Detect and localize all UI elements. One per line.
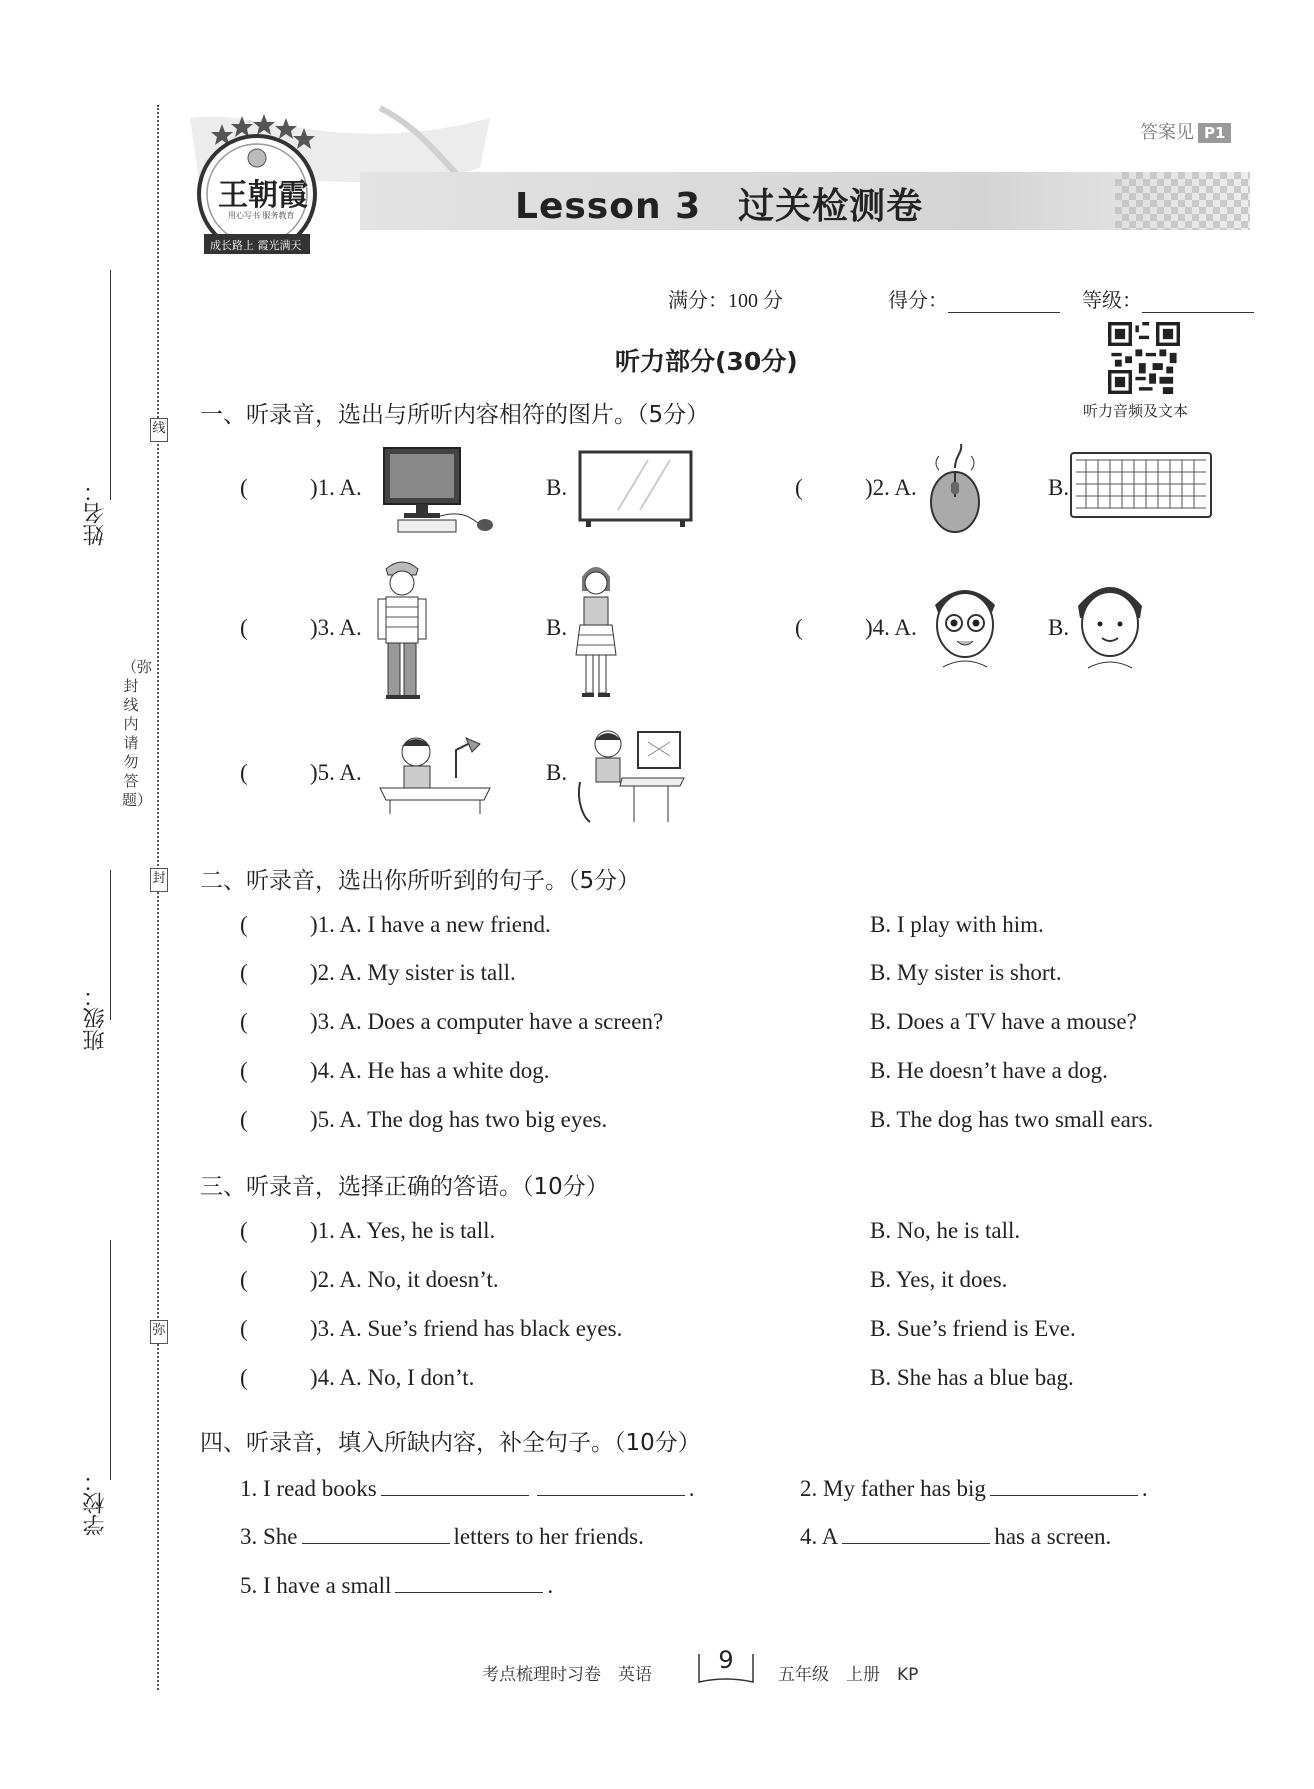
part1-q2-b[interactable]: B. (1048, 475, 1070, 500)
boy-drawing-icon (376, 728, 494, 816)
part2-q1-a[interactable]: ( )1. A. I have a new friend. (240, 912, 551, 937)
part3-q4-a[interactable]: ( )4. A. No, I don’t. (240, 1365, 475, 1390)
part1-q2[interactable]: ( )2. A. (795, 475, 917, 500)
brand-name: 王朝霞 (218, 178, 308, 213)
answer-ref-label: 答案见 (1140, 122, 1194, 143)
part2-q5-a[interactable]: ( )5. A. The dog has two big eyes. (240, 1107, 608, 1132)
part2-q5-b[interactable]: B. The dog has two small ears. (870, 1107, 1154, 1132)
score-label: 得分： (888, 288, 948, 312)
page-number: 9 (718, 1646, 734, 1674)
seal-note: （弥封线内请勿答题） (122, 658, 153, 809)
seal-mark-mi: 弥 (150, 1320, 168, 1344)
part2-q4-a[interactable]: ( )4. A. He has a white dog. (240, 1058, 550, 1083)
part1-q3[interactable]: ( )3. A. (240, 615, 362, 640)
listening-heading: 听力部分(30分) (615, 347, 798, 376)
class-label: 班级： (83, 985, 108, 1051)
part1-q5[interactable]: ( )5. A. (240, 760, 362, 785)
part3-q1-b[interactable]: B. No, he is tall. (870, 1218, 1021, 1243)
part4-sentence-3: 3. She letters to her friends. (240, 1524, 644, 1549)
grade-label: 等级： (1082, 288, 1142, 312)
part1-q4[interactable]: ( )4. A. (795, 615, 917, 640)
boy-small-eyes-icon (1070, 572, 1150, 676)
part4-title: 四、听录音，填入所缺内容，补全句子。（10分） (200, 1430, 701, 1456)
blank-1b[interactable] (537, 1477, 685, 1496)
part2-q2-a[interactable]: ( )2. A. My sister is tall. (240, 960, 516, 985)
blank-2[interactable] (990, 1477, 1138, 1496)
boy-typing-icon (574, 722, 692, 824)
desktop-computer-icon (378, 445, 498, 535)
part3-q3-b[interactable]: B. Sue’s friend is Eve. (870, 1316, 1076, 1341)
page-title: Lesson 3 过关检测卷 (515, 186, 924, 227)
boy-big-eyes-icon (925, 575, 1005, 675)
blank-3[interactable] (302, 1525, 450, 1544)
footer-grade: 五年级 上册 KP (778, 1665, 919, 1685)
part2-q3-a[interactable]: ( )3. A. Does a computer have a screen? (240, 1009, 664, 1034)
television-icon (578, 450, 693, 528)
part3-title: 三、听录音，选择正确的答语。（10分） (200, 1174, 609, 1200)
part4-sentence-4: 4. A has a screen. (800, 1524, 1112, 1549)
part1-q3-b[interactable]: B. (546, 615, 568, 640)
part2-q3-b[interactable]: B. Does a TV have a mouse? (870, 1009, 1137, 1034)
blank-4[interactable] (842, 1525, 990, 1544)
part3-q2-b[interactable]: B. Yes, it does. (870, 1267, 1008, 1292)
grade-field[interactable] (1082, 284, 1254, 313)
short-girl-icon (568, 555, 624, 705)
banner-checker-pattern (1115, 172, 1250, 230)
part3-q4-b[interactable]: B. She has a blue bag. (870, 1365, 1074, 1390)
answer-reference (1140, 118, 1231, 144)
school-line (110, 1240, 111, 1480)
part1-q4-b[interactable]: B. (1048, 615, 1070, 640)
computer-mouse-icon (925, 442, 985, 534)
part4-sentence-5: 5. I have a small . (240, 1573, 554, 1598)
blank-5[interactable] (395, 1574, 543, 1593)
keyboard-icon (1070, 452, 1212, 518)
part3-q2-a[interactable]: ( )2. A. No, it doesn’t. (240, 1267, 499, 1292)
score-blank[interactable] (948, 292, 1060, 313)
part1-title: 一、听录音，选出与所听内容相符的图片。（5分） (200, 402, 710, 428)
tall-boy-icon (372, 555, 432, 705)
name-label: 姓名： (83, 480, 108, 546)
part4-sentence-2: 2. My father has big . (800, 1476, 1148, 1501)
answer-page-tag: P1 (1198, 123, 1231, 143)
part2-q2-b[interactable]: B. My sister is short. (870, 960, 1062, 985)
part2-title: 二、听录音，选出你所听到的句子。（5分） (200, 868, 641, 894)
part3-q1-a[interactable]: ( )1. A. Yes, he is tall. (240, 1218, 496, 1243)
part1-q1-b[interactable]: B. (546, 475, 568, 500)
binding-dotted-line (157, 105, 159, 1690)
part2-q1-b[interactable]: B. I play with him. (870, 912, 1044, 937)
seal-mark-feng: 封 (150, 868, 168, 892)
qr-caption: 听力音频及文本 (1083, 402, 1189, 420)
brand-slogan: 用心写书 服务教育 (228, 211, 295, 220)
grade-blank[interactable] (1142, 292, 1254, 313)
part4-sentence-1: 1. I read books . (240, 1476, 695, 1501)
footer-book-title: 考点梳理时习卷 英语 (482, 1665, 652, 1685)
seal-mark-xian: 线 (150, 418, 168, 442)
part1-q5-b[interactable]: B. (546, 760, 568, 785)
qr-code-icon[interactable] (1108, 322, 1180, 394)
part3-q3-a[interactable]: ( )3. A. Sue’s friend has black eyes. (240, 1316, 623, 1341)
score-field[interactable] (888, 284, 1060, 313)
name-line (110, 270, 111, 500)
part1-q1[interactable]: ( )1. A. (240, 475, 362, 500)
blank-1a[interactable] (381, 1477, 529, 1496)
full-score: 满分：100 分 (668, 290, 783, 312)
part2-q4-b[interactable]: B. He doesn’t have a dog. (870, 1058, 1108, 1083)
school-label: 学校： (83, 1470, 108, 1536)
brand-ribbon-text: 成长路上 霞光满天 (210, 239, 302, 252)
